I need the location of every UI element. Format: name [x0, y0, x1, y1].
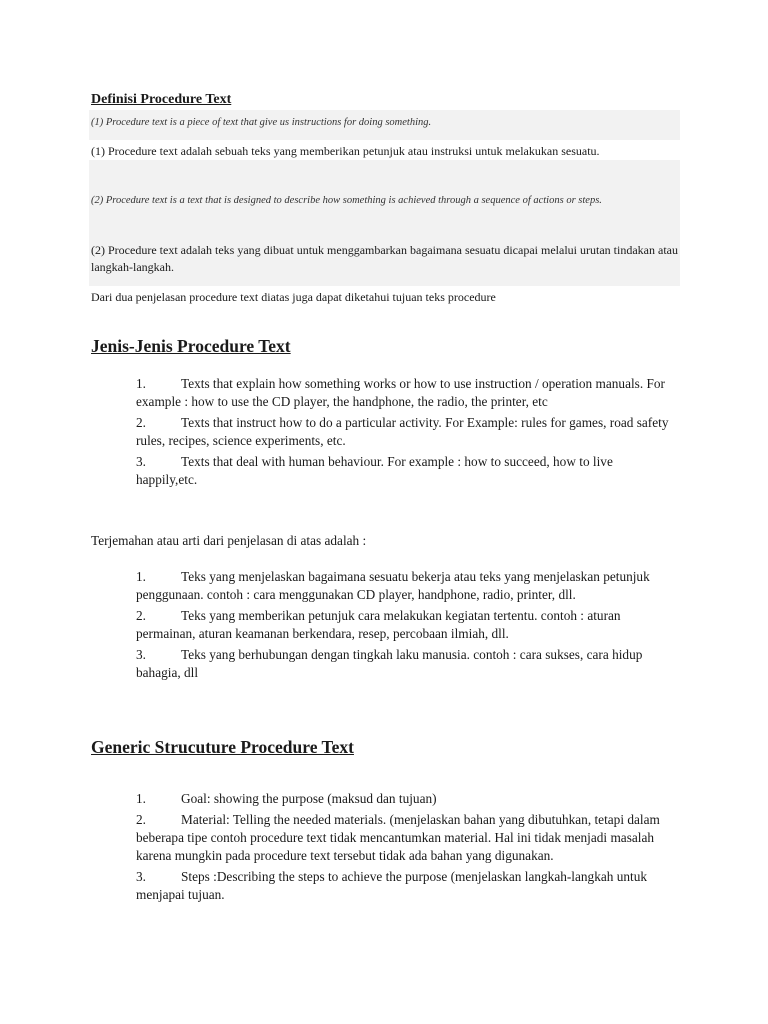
- definition-conclusion: Dari dua penjelasan procedure text diatas juga dapat diketahui tujuan teks procedure: [91, 290, 496, 304]
- list-item: 1. Texts that explain how something works or how to use instruction / operation manuals. For example : how to use the CD player, the handphone, the radio, the printer, etc: [136, 376, 665, 409]
- types-heading: Jenis-Jenis Procedure Text: [91, 336, 291, 356]
- definition-1-en: (1) Procedure text is a piece of text that give us instructions for doing something.: [91, 117, 432, 128]
- types-list-id: [136, 568, 672, 685]
- list-item: 2. Teks yang memberikan petunjuk cara melakukan kegiatan tertentu. contoh : aturan permainan, aturan keamanan berkendara, resep, percobaan ilmiah, dll.: [136, 608, 621, 641]
- types-list-en: [136, 375, 672, 492]
- structure-heading: Generic Strucuture Procedure Text: [91, 737, 354, 757]
- list-item: 1. Teks yang menjelaskan bagaimana sesuatu bekerja atau teks yang menjelaskan petunjuk penggunaan. contoh : cara menggunakan CD player, handphone, radio, printer, dll.: [136, 569, 650, 602]
- definition-2-en: (2) Procedure text is a text that is designed to describe how something is achieved through a sequence of actions or steps.: [91, 195, 602, 206]
- definition-title: Definisi Procedure Text: [91, 92, 232, 107]
- list-item: 2. Material: Telling the needed materials. (menjelaskan bahan yang dibutuhkan, tetapi dalam beberapa tipe contoh procedure text tidak mencantumkan material. Hal ini tidak menjadi masalah karena mungkin pada procedure text tersebut tidak ada bahan yang digunakan.: [136, 812, 660, 863]
- definition-2-id: (2) Procedure text adalah teks yang dibuat untuk menggambarkan bagaimana sesuatu dicapai melalui urutan tindakan atau langkah-langkah.: [91, 243, 678, 274]
- translation-intro: Terjemahan atau arti dari penjelasan di atas adalah :: [91, 533, 367, 548]
- structure-list: [136, 790, 672, 907]
- definition-1-id: (1) Procedure text adalah sebuah teks yang memberikan petunjuk atau instruksi untuk melakukan sesuatu.: [91, 144, 600, 158]
- list-item: 3. Teks yang berhubungan dengan tingkah laku manusia. contoh : cara sukses, cara hidup bahagia, dll: [136, 647, 643, 680]
- list-item: 2. Texts that instruct how to do a particular activity. For Example: rules for games, road safety rules, recipes, science experiments, etc.: [136, 415, 669, 448]
- list-item: 3. Steps :Describing the steps to achieve the purpose (menjelaskan langkah-langkah untuk menjapai tujuan.: [136, 869, 648, 902]
- list-item: 3. Texts that deal with human behaviour. For example : how to succeed, how to live happily,etc.: [136, 454, 613, 487]
- list-item: 1. Goal: showing the purpose (maksud dan tujuan): [136, 791, 437, 806]
